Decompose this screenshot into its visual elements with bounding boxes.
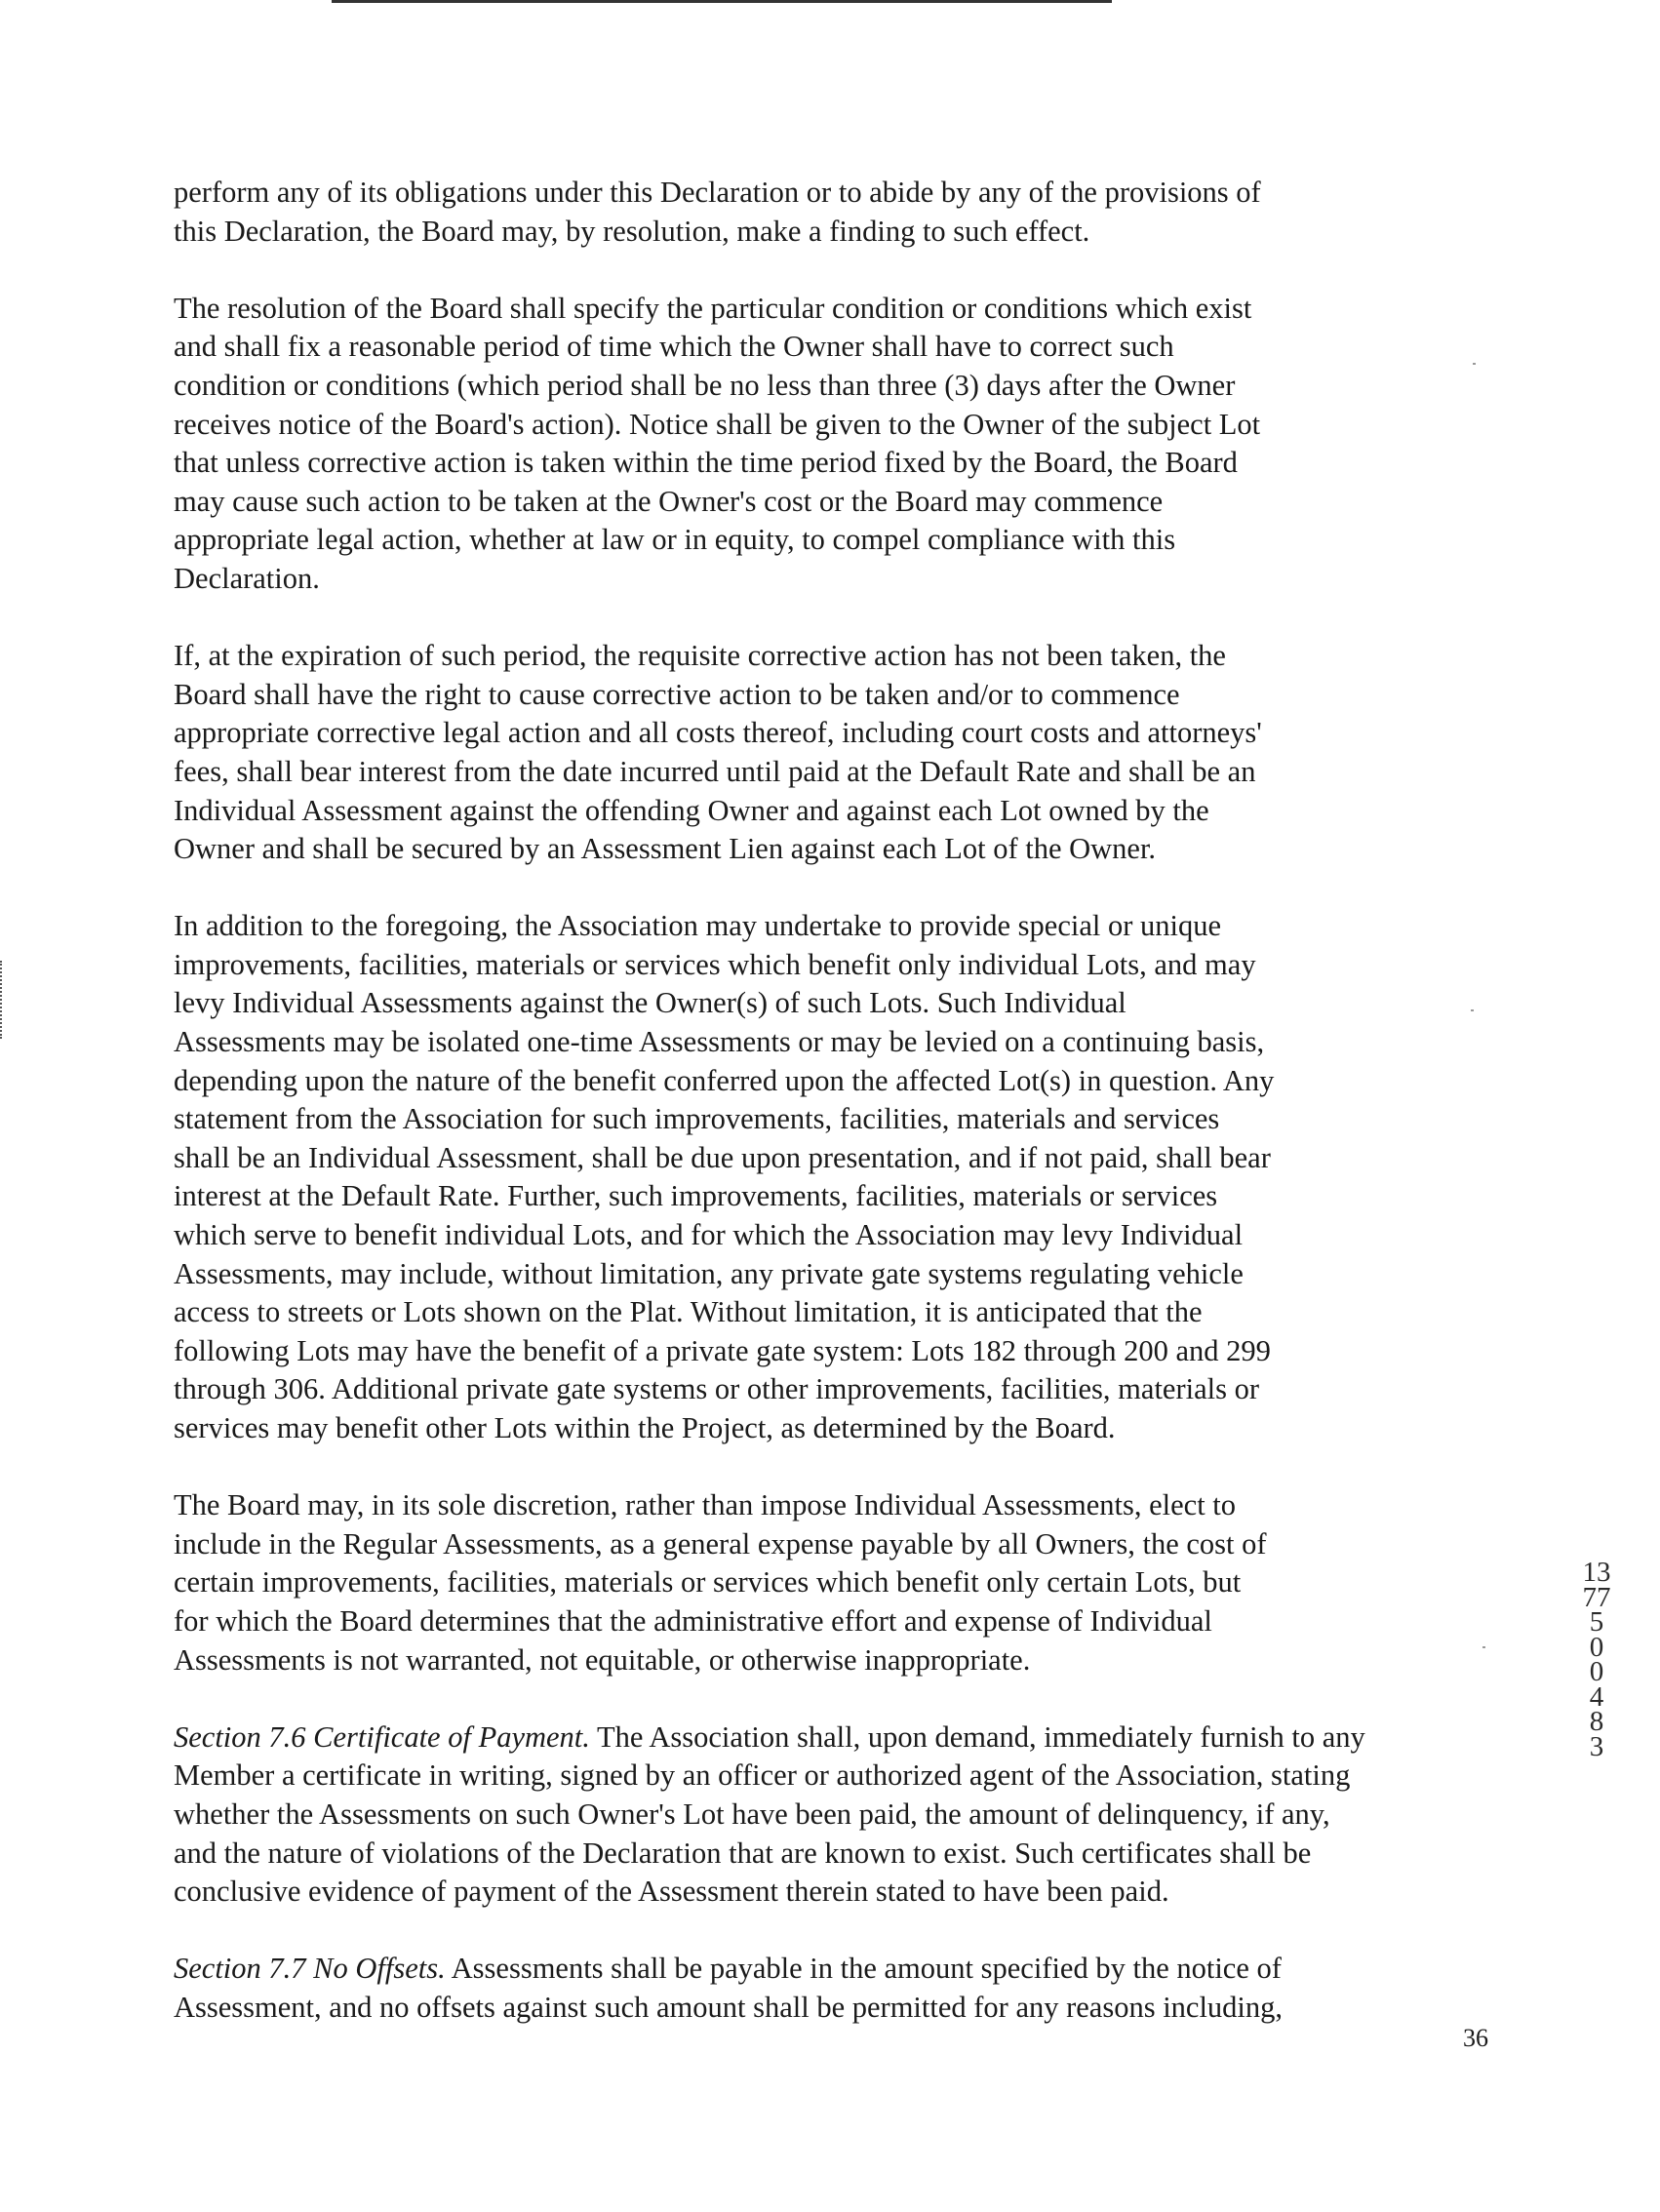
paragraph-expiration-corrective-action: If, at the expiration of such period, the requisite corrective action has not been taken, the Board shall have the right to cause corrective action to be taken and/or to commence appropriate corrective legal action and all costs thereof, including court costs and attorneys' fees, shall bear interest from the date incurred until paid at the Default Rate and shall be an Individual Assessment against the offending Owner and against each Lot owned by the Owner and shall be secured by an Assessment Lien against each Lot of the Owner. — [174, 639, 1262, 866]
paragraph-board-resolution: The resolution of the Board shall specify the particular condition or conditions which exist and shall fix a reasonable period of time which the Owner shall have to correct such condition or conditions (which period shall be no less than three (3) days after the Owner receives notice of the Board's action). Notice shall be given to the Owner of the subject Lot that unless corrective action is taken within the time period fixed by the Board, the Board may cause such action to be taken at the Owner's cost or the Board may commence appropriate legal action, whether at law or in equity, to compel compliance with this Declaration. — [174, 291, 1261, 595]
section-7-7-text: Assessments shall be payable in the amount specified by the notice of Assessment, and no offsets against such amount shall be permitted for any reasons including, — [174, 1952, 1284, 2024]
paragraph-board-discretion: The Board may, in its sole discretion, rather than impose Individual Assessments, elect to include in the Regular Assessments, as a general expense payable by all Owners, the cost of certain improvements, facilities, materials or services which benefit only certain Lots, but for which the Board determines that the administrative effort and expense of Individual Assessments is not warranted, not equitable, or otherwise inappropriate. — [174, 1488, 1267, 1677]
scan-speck — [1482, 1646, 1485, 1648]
scan-speck — [1473, 363, 1476, 365]
page-number: 36 — [1463, 2024, 1488, 2052]
scan-speck — [1471, 1009, 1474, 1011]
paragraph-individual-assessments: In addition to the foregoing, the Association may undertake to provide special or unique improvements, facilities, materials or services which benefit only individual Lots, and may levy Individual Assessments against the Owner(s) of such Lots. Such Individual Assessments may be isolated one-time Assessments or may be levied on a continuing basis, depending upon the nature of the benefit conferred upon the affected Lot(s) in question. Any statement from the Association for such improvements, facilities, materials and services shall be an Individual Assessment, shall be due upon presentation, and if not paid, shall bear interest at the Default Rate. Further, such improvements, facilities, materials or services which serve to benefit individual Lots, and for which the Association may levy Individual Assessments, may include, without limitation, any private gate systems regulating vehicle access to streets or Lots shown on the Plat. Without limitation, it is anticipated that the following Lots may have the benefit of a private gate system: Lots 182 through 200 and 299 through 306. Additional private gate systems or other improvements, facilities, materials or services may benefit other Lots within the Project, as determined by the Board. — [174, 909, 1275, 1444]
section-7-6-text: The Association shall, upon demand, immediately furnish to any Member a certificate in writing, signed by an officer or authorized agent of the Association, stating whether the Assessments on such Owner's Lot have been paid, the amount of delinquency, if any, and the nature of violations of the Declaration that are known to exist. Such certificates shall be conclusive evidence of payment of the Assessment therein stated to have been paid. — [174, 1719, 1365, 1909]
scan-binding-marks — [0, 961, 5, 1039]
section-7-6-certificate-of-payment — [174, 1718, 1471, 1912]
recording-stamp-number: 13775 0 0 4 8 3 — [1582, 1557, 1611, 1762]
document-body — [174, 174, 1471, 2066]
section-7-7-heading: Section 7.7 No Offsets. — [174, 1952, 446, 1986]
section-7-7-no-offsets — [174, 1950, 1471, 2027]
paragraph-board-finding: perform any of its obligations under this Declaration or to abide by any of the provisions of this Declaration, the Board may, by resolution, make a finding to such effect. — [174, 176, 1261, 248]
scan-top-edge-rule — [332, 0, 1112, 3]
section-7-6-heading: Section 7.6 Certificate of Payment. — [174, 1719, 590, 1754]
